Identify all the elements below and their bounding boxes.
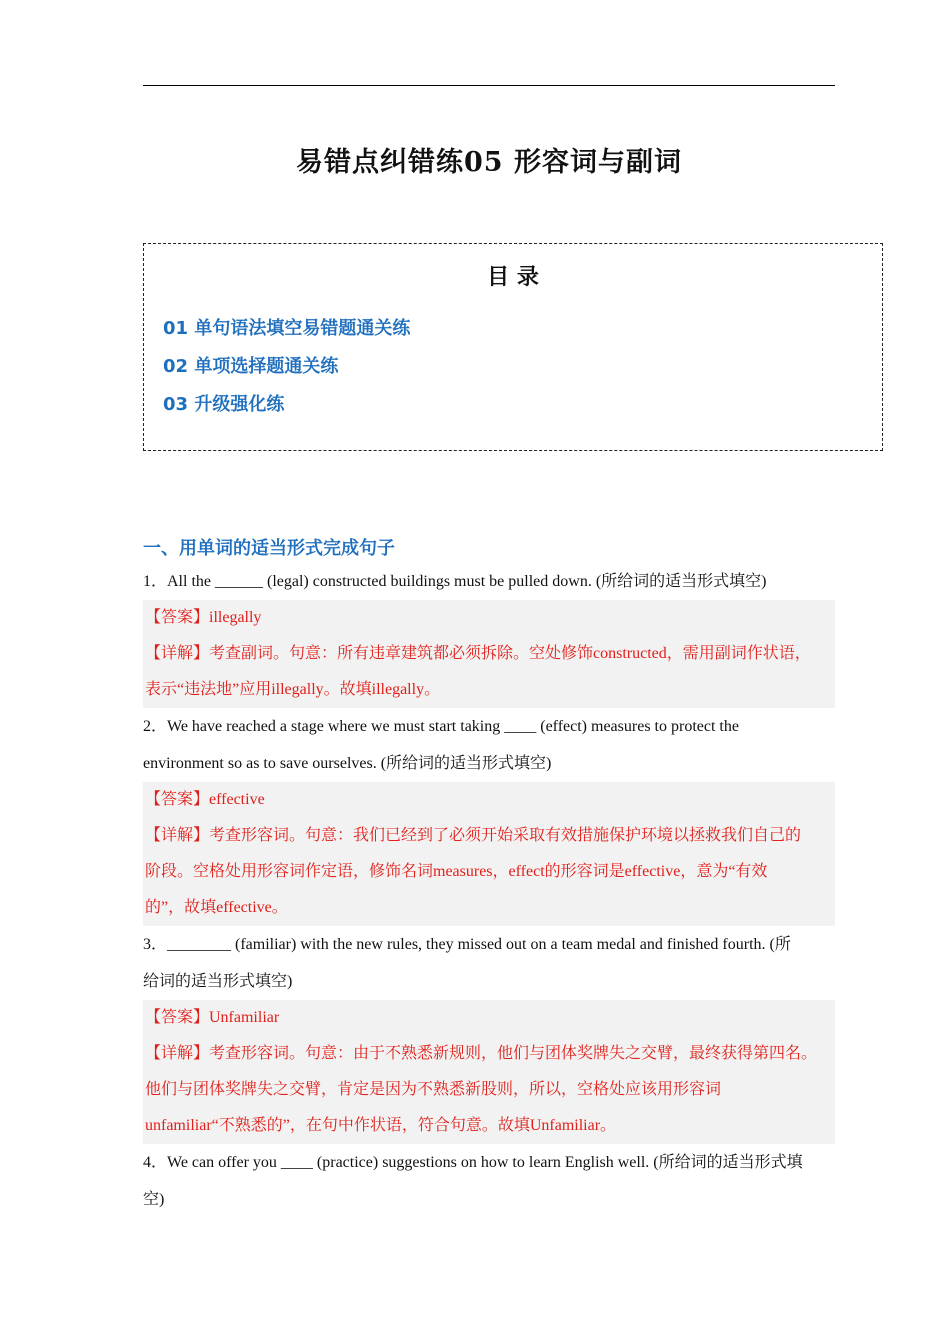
question-list (143, 563, 835, 1218)
header-rule (143, 85, 835, 86)
toc-item-01[interactable]: 01 单句语法填空易错题通关练 (163, 318, 411, 339)
detail-line: 的”，故填effective。 (145, 899, 288, 916)
toc-heading: 目 录 (487, 265, 539, 290)
toc-item-02[interactable]: 02 单项选择题通关练 (163, 356, 339, 377)
page-title: 易错点纠错练05 形容词与副词 (296, 147, 682, 178)
question-line: 空) (143, 1191, 165, 1208)
section-heading: 一、用单词的适当形式完成句子 (143, 538, 395, 559)
answer-line: 【答案】illegally (145, 609, 262, 626)
answer-box (143, 782, 835, 926)
detail-line: 【详解】考查副词。句意：所有违章建筑都必须拆除。空处修饰constructed，需用副词作状语， (145, 645, 811, 662)
toc-item-03[interactable]: 03 升级强化练 (163, 394, 285, 415)
detail-line: 表示“违法地”应用illegally。故填illegally。 (145, 681, 441, 698)
detail-line: 【详解】考查形容词。句意：我们已经到了必须开始采取有效措施保护环境以拯救我们自己的 (145, 827, 802, 844)
question-line: 2．We have reached a stage where we must start taking ____ (effect) measures to protect the (143, 718, 739, 735)
question-line: 3．________ (familiar) with the new rules, they missed out on a team medal and finished fourth. (所 (143, 936, 791, 953)
detail-line: 他们与团体奖牌失之交臂，肯定是因为不熟悉新股则，所以，空格处应该用形容词 (145, 1081, 722, 1098)
answer-box (143, 600, 835, 708)
answer-line: 【答案】effective (145, 791, 265, 808)
answer-box (143, 1000, 835, 1144)
question-line: 4．We can offer you ____ (practice) suggestions on how to learn English well. (所给词的适当形式填 (143, 1154, 803, 1171)
answer-line: 【答案】Unfamiliar (145, 1009, 280, 1026)
question-line: environment so as to save ourselves. (所给词的适当形式填空) (143, 755, 552, 772)
table-of-contents (143, 243, 883, 451)
question-line: 给词的适当形式填空) (143, 973, 293, 990)
detail-line: 阶段。空格处用形容词作定语，修饰名词measures，effect的形容词是effective，意为“有效 (145, 863, 768, 880)
question-line: 1．All the ______ (legal) constructed buildings must be pulled down. (所给词的适当形式填空) (143, 573, 767, 590)
detail-line: 【详解】考查形容词。句意：由于不熟悉新规则，他们与团体奖牌失之交臂，最终获得第四名。 (145, 1045, 818, 1062)
detail-line: unfamiliar“不熟悉的”，在句中作状语，符合句意。故填Unfamiliar。 (145, 1117, 617, 1134)
